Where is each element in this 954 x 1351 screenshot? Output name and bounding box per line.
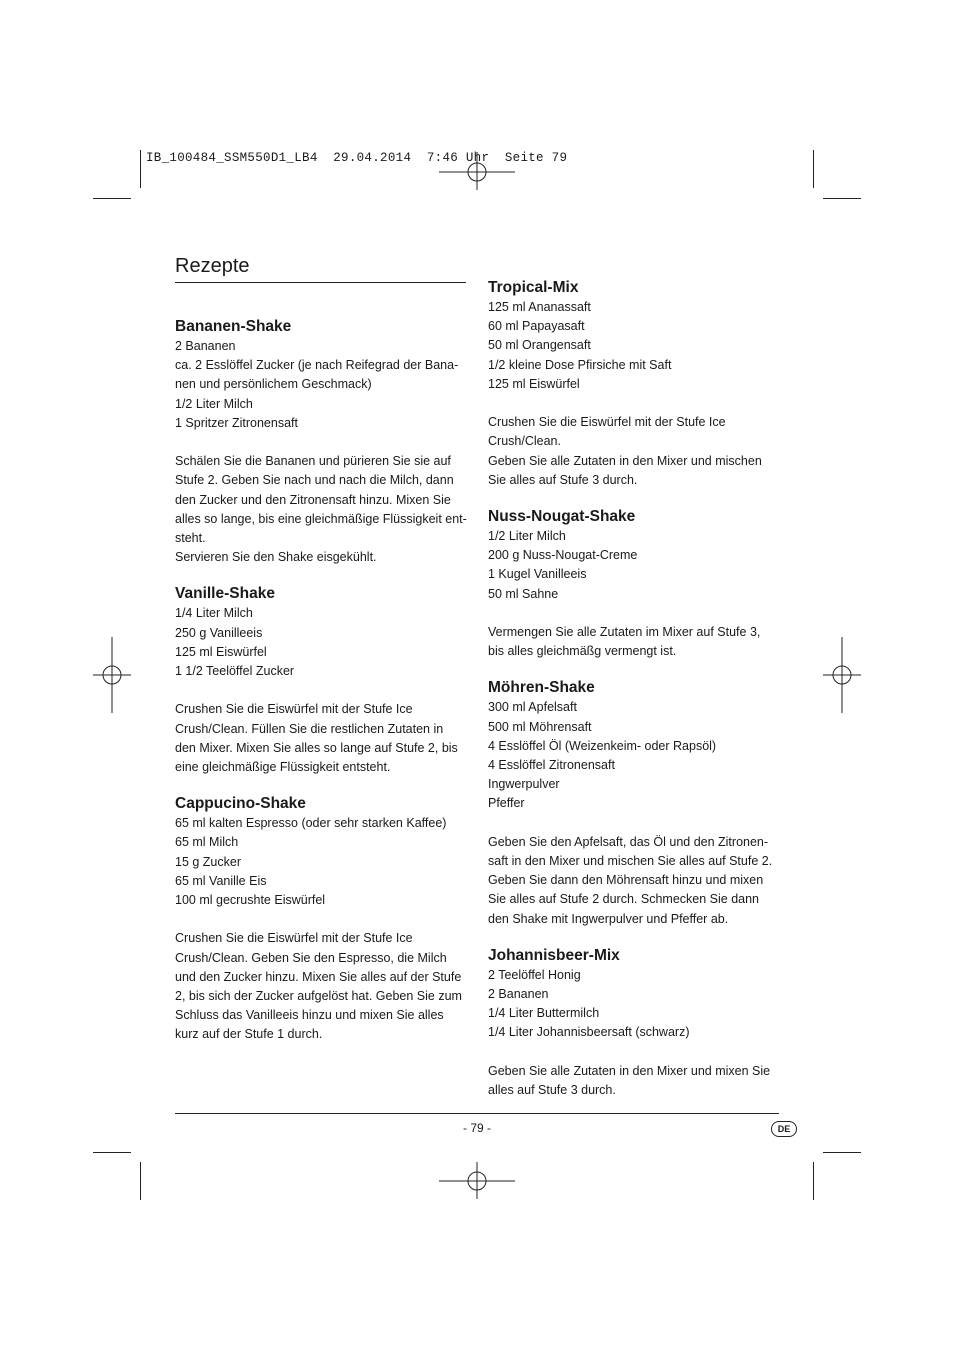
ingredient-line: 1 Spritzer Zitronensaft [175, 415, 298, 430]
instruction-line: Crush/Clean. Geben Sie den Espresso, die Milch [175, 950, 447, 965]
ingredient-line: 1/2 kleine Dose Pfirsiche mit Saft [488, 357, 672, 372]
ingredient-line: 125 ml Eiswürfel [488, 376, 580, 391]
recipe-heading: Vanille-Shake [175, 585, 275, 603]
instruction-line: Crushen Sie die Eiswürfel mit der Stufe Ice [175, 931, 413, 946]
ingredient-line: nen und persönlichem Geschmack) [175, 377, 372, 392]
page-number: - 79 - [462, 1121, 491, 1135]
ingredient-line: Pfeffer [488, 796, 525, 811]
ingredient-line: 65 ml kalten Espresso (oder sehr starken Kaffee) [175, 816, 447, 831]
ingredient-line: 200 g Nuss-Nougat-Creme [488, 548, 638, 563]
instruction-line: Sie alles auf Stufe 3 durch. [488, 472, 638, 487]
ingredient-line: 50 ml Orangensaft [488, 338, 591, 353]
instruction-line: Crushen Sie die Eiswürfel mit der Stufe Ice [175, 702, 413, 717]
ingredient-line: Ingwerpulver [488, 777, 560, 792]
ingredient-line: ca. 2 Esslöffel Zucker (je nach Reifegrad der Bana- [175, 358, 459, 373]
ingredient-line: 2 Bananen [488, 987, 549, 1002]
instruction-line: alles so lange, bis eine gleichmäßige Flüssigkeit ent- [175, 511, 467, 526]
ingredient-line: 1/4 Liter Buttermilch [488, 1006, 600, 1021]
ingredient-line: 4 Esslöffel Öl (Weizenkeim- oder Rapsöl) [488, 738, 717, 753]
instruction-line: Crush/Clean. [488, 434, 561, 449]
print-header: IB_100484_SSM550D1_LB4 29.04.2014 7:46 Uhr Seite 79 [146, 151, 568, 165]
instruction-line: den Shake mit Ingwerpulver und Pfeffer ab. [488, 911, 729, 926]
recipe-section [175, 584, 475, 777]
instruction-line: bis alles gleichmäßg vermengt ist. [488, 644, 677, 659]
ingredient-line: 4 Esslöffel Zitronensaft [488, 758, 615, 773]
recipe-heading: Möhren-Shake [488, 679, 595, 697]
ingredient-line: 2 Bananen [175, 339, 236, 353]
left-column [175, 317, 475, 1062]
instruction-line: Schluss das Vanilleeis hinzu und mixen Sie alles [175, 1008, 444, 1023]
title-underline [175, 282, 466, 283]
instruction-line: Stufe 2. Geben Sie nach und nach die Milch, dann [175, 473, 454, 488]
ingredient-line: 250 g Vanilleeis [175, 625, 263, 640]
recipe-section [488, 946, 788, 1100]
recipe-section [175, 794, 475, 1044]
ingredient-line: 1/4 Liter Johannisbeersaft (schwarz) [488, 1025, 690, 1040]
instruction-line: kurz auf der Stufe 1 durch. [175, 1027, 323, 1042]
recipe-heading: Tropical-Mix [488, 279, 579, 296]
ingredient-line: 500 ml Möhrensaft [488, 719, 592, 734]
ingredient-line: 1/2 Liter Milch [488, 529, 566, 544]
instruction-line: eine gleichmäßige Flüssigkeit entsteht. [175, 760, 391, 775]
ingredient-line: 125 ml Ananassaft [488, 300, 591, 314]
ingredient-line: 100 ml gecrushte Eiswürfel [175, 893, 326, 908]
ingredient-line: 125 ml Eiswürfel [175, 644, 267, 659]
ingredient-line: 1/4 Liter Milch [175, 606, 253, 621]
instruction-line: Sie alles auf Stufe 2 durch. Schmecken Sie dann [488, 892, 759, 907]
instruction-line: Geben Sie dann den Möhrensaft hinzu und mixen [488, 873, 764, 888]
instruction-line: den Mixer. Mixen Sie alles so lange auf Stufe 2, bis [175, 740, 458, 755]
instruction-line: Schälen Sie die Bananen und pürieren Sie sie auf [175, 454, 451, 469]
language-badge: DE [771, 1121, 797, 1137]
recipe-section [488, 678, 788, 928]
ingredient-line: 2 Teelöffel Honig [488, 967, 581, 982]
instruction-line: Vermengen Sie alle Zutaten im Mixer auf Stufe 3, [488, 625, 761, 640]
ingredient-line: 300 ml Apfelsaft [488, 700, 577, 715]
ingredient-line: 65 ml Milch [175, 835, 239, 850]
ingredient-line: 1 1/2 Teelöffel Zucker [175, 664, 295, 679]
ingredient-line: 15 g Zucker [175, 854, 242, 869]
instruction-line: Crush/Clean. Füllen Sie die restlichen Zutaten in [175, 721, 444, 736]
ingredient-line: 65 ml Vanille Eis [175, 873, 267, 888]
instruction-line: Geben Sie alle Zutaten in den Mixer und mixen Sie [488, 1063, 771, 1078]
instruction-line: Geben Sie den Apfelsaft, das Öl und den Zitronen- [488, 834, 769, 849]
ingredient-line: 60 ml Papayasaft [488, 319, 585, 334]
ingredient-line: 1/2 Liter Milch [175, 396, 253, 411]
recipe-section [488, 278, 788, 490]
recipe-heading: Cappucino-Shake [175, 795, 306, 813]
footer-rule [175, 1113, 779, 1114]
recipe-heading: Johannisbeer-Mix [488, 946, 620, 964]
instruction-line: Crushen Sie die Eiswürfel mit der Stufe Ice [488, 415, 726, 430]
instruction-line: saft in den Mixer und mischen Sie alles auf Stufe 2. [488, 854, 773, 869]
instruction-line: Servieren Sie den Shake eisgekühlt. [175, 550, 377, 565]
right-column [488, 278, 788, 1117]
recipe-heading: Bananen-Shake [175, 318, 292, 335]
instruction-line: Geben Sie alle Zutaten in den Mixer und mischen [488, 453, 762, 468]
instruction-line: alles auf Stufe 3 durch. [488, 1083, 616, 1098]
recipe-section [175, 317, 475, 567]
instruction-line: und den Zucker hinzu. Mixen Sie alles auf der Stufe [175, 969, 462, 984]
recipe-heading: Nuss-Nougat-Shake [488, 508, 636, 526]
instruction-line: steht. [175, 531, 206, 546]
instruction-line: den Zucker und den Zitronensaft hinzu. Mixen Sie [175, 492, 451, 507]
ingredient-line: 50 ml Sahne [488, 586, 559, 601]
page-title: Rezepte [175, 255, 250, 277]
recipe-section [488, 507, 788, 661]
ingredient-line: 1 Kugel Vanilleeis [488, 567, 587, 582]
instruction-line: 2, bis sich der Zucker aufgelöst hat. Geben Sie zum [175, 989, 462, 1004]
